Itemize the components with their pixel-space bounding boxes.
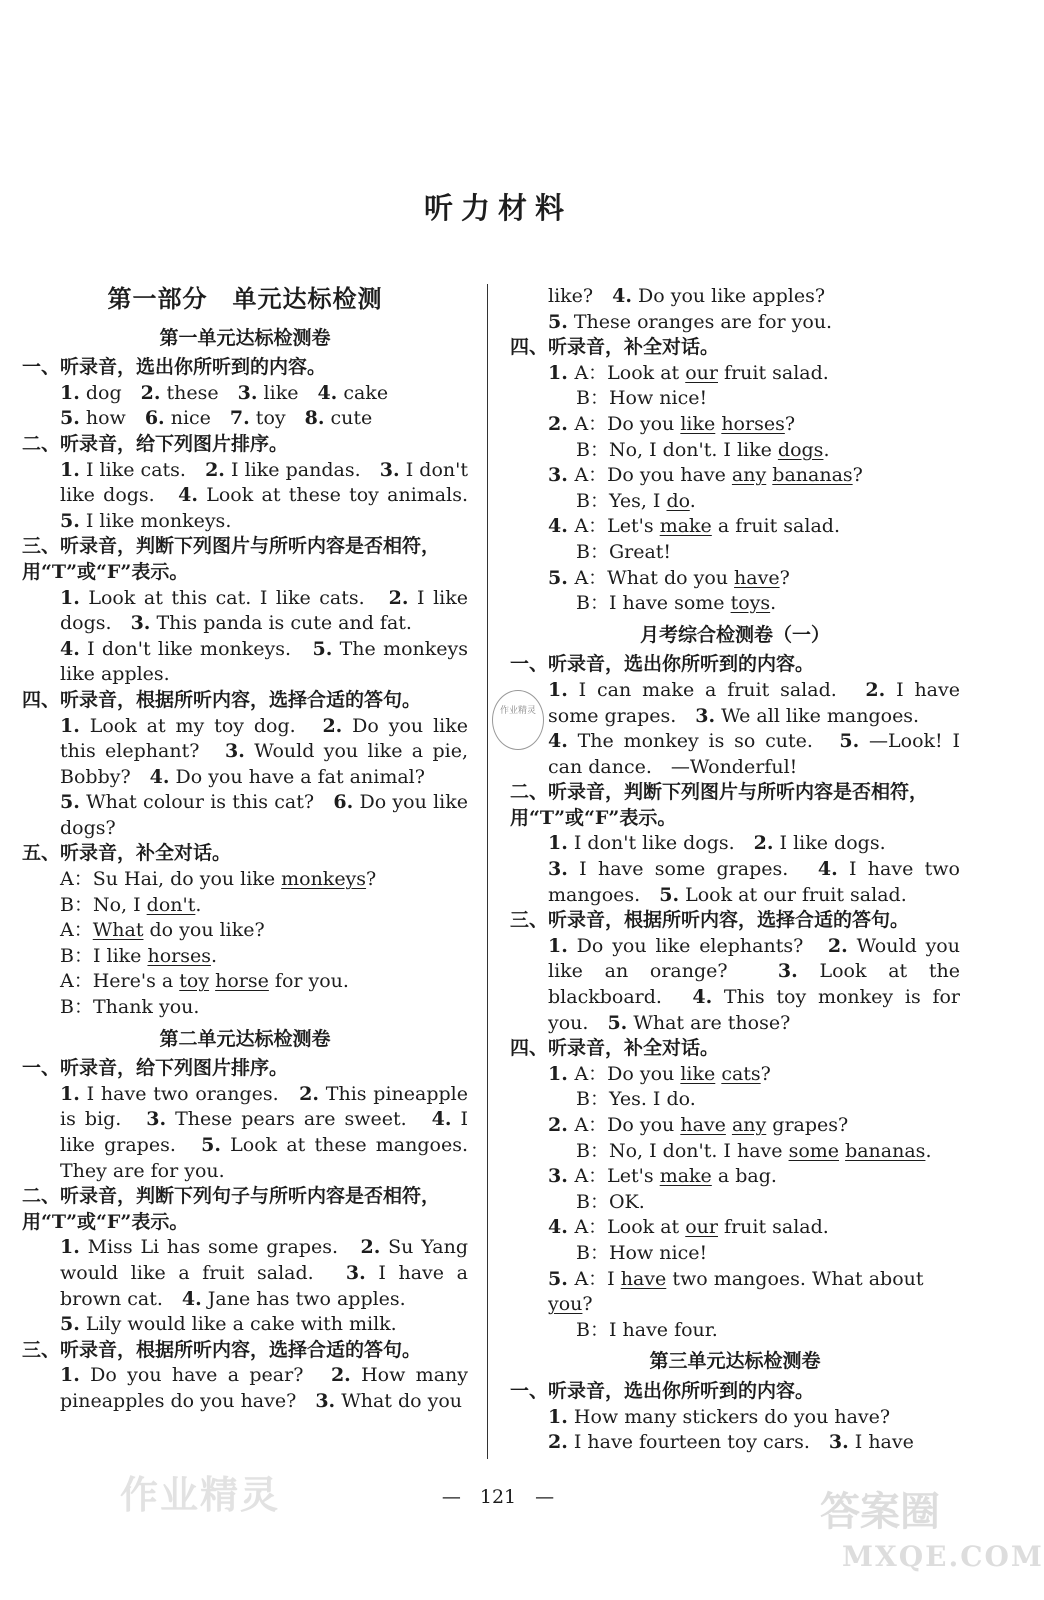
- section-heading: 四、听录音，补全对话。: [510, 1037, 720, 1060]
- dialogue-text: .: [770, 592, 777, 615]
- dialogue-text: A：Su Hai, do you like: [60, 868, 282, 891]
- item-number: 5.: [548, 566, 575, 589]
- item-text: Would you like a pie, Bobby?: [60, 740, 468, 788]
- item-text: Look at these toy animals.: [197, 484, 487, 507]
- item-number: 5.: [60, 1313, 80, 1336]
- item-number: 3.: [130, 612, 151, 635]
- answer-word: any: [731, 1114, 767, 1136]
- section-heading: 一、听录音，给下列图片排序。: [22, 1057, 289, 1080]
- answer-word: have: [734, 566, 780, 589]
- unit-title: 月考综合检测卷（一）: [639, 623, 830, 646]
- answer-word: horses: [147, 944, 211, 967]
- item-text: Look at these mangoes. They are for you.: [60, 1134, 468, 1182]
- dialogue-line: [60, 995, 468, 1021]
- dialogue-line: [510, 438, 960, 464]
- item-text: Lily would like a cake with milk.: [79, 1313, 397, 1336]
- answer-word: any: [731, 464, 767, 487]
- item-text: Su Yang would like a fruit salad.: [60, 1236, 468, 1284]
- dialogue-text: B：No, I: [60, 893, 147, 916]
- dialogue-text: grapes?: [766, 1114, 849, 1136]
- dialogue-text: ?: [779, 566, 790, 589]
- item-number: 3.: [237, 381, 258, 404]
- unit-title: 第一单元达标检测卷: [159, 326, 331, 349]
- item-number: 2.: [548, 412, 575, 435]
- dialogue-text: .: [210, 944, 218, 967]
- item-number: 4.: [612, 285, 632, 307]
- item-line: [22, 406, 468, 432]
- item-number: 3.: [548, 858, 568, 881]
- watermark-logo: 作业精灵: [120, 1472, 281, 1517]
- item-text: These oranges are for you.: [567, 310, 833, 333]
- dialogue-text: A：Let's: [574, 1165, 660, 1188]
- item-text: We all like mangoes.: [715, 704, 920, 727]
- item-number: 2.: [299, 1082, 319, 1105]
- dialogue-text: B：I have four.: [576, 1318, 718, 1341]
- item-text: I like monkeys.: [79, 509, 232, 532]
- item-text: I like grapes.: [60, 1108, 468, 1156]
- item-number: 3.: [315, 1389, 336, 1412]
- item-text: This panda is cute and fat.: [150, 612, 412, 635]
- item-number: 5.: [60, 509, 80, 532]
- dialogue-text: A：Let's: [574, 515, 660, 538]
- item-text: —Look! I can dance. —Wonderful!: [548, 730, 960, 778]
- item-number: 3.: [146, 1108, 167, 1131]
- dialogue-line: [510, 1087, 960, 1113]
- item-number: 1.: [548, 1062, 575, 1085]
- answer-word: toy: [179, 970, 210, 993]
- item-text: I don't like dogs.: [60, 458, 469, 507]
- dialogue-text: ?: [582, 1293, 593, 1316]
- item-text: I like cats.: [79, 458, 206, 481]
- item-line: [22, 381, 468, 407]
- item-text: Look at this cat. I like cats.: [79, 586, 389, 609]
- item-paragraph: [22, 1235, 468, 1312]
- column-divider: [487, 284, 488, 1459]
- item-text: like: [257, 381, 318, 404]
- item-number: 5.: [548, 310, 568, 333]
- dialogue-text: ?: [852, 464, 863, 487]
- dialogue-text: .: [689, 489, 696, 512]
- item-number: 5.: [312, 637, 333, 660]
- answer-word: What: [92, 919, 144, 942]
- item-number: 1.: [60, 586, 80, 609]
- watermark-url: MXQE.COM: [842, 1540, 1044, 1573]
- item-paragraph: [510, 831, 960, 857]
- item-number: 5.: [60, 407, 80, 430]
- answer-word: horses: [721, 412, 785, 435]
- answer-word: dogs: [777, 438, 824, 461]
- item-number: 2.: [548, 1431, 568, 1454]
- left-column: [22, 284, 487, 1415]
- item-text: I like dogs.: [60, 586, 468, 635]
- item-number: 2.: [330, 1364, 351, 1387]
- dialogue-line: [510, 566, 960, 592]
- item-number: 8.: [304, 407, 325, 430]
- item-number: 1.: [60, 1364, 80, 1387]
- item-text: How many pineapples do you have?: [60, 1364, 468, 1412]
- dialogue-line: [60, 969, 468, 995]
- item-text: I like pandas.: [224, 458, 380, 481]
- item-paragraph: [22, 637, 468, 688]
- item-text: dog: [79, 381, 141, 404]
- dialogue-line: [60, 918, 468, 944]
- item-text: What are those?: [627, 1011, 791, 1034]
- item-paragraph: [22, 586, 468, 637]
- dialogue-text: B：No, I don't. I like: [576, 438, 778, 461]
- item-text: I like dogs.: [773, 832, 886, 855]
- section-heading: 五、听录音，补全对话。: [22, 842, 232, 865]
- dialogue-line: [510, 463, 960, 489]
- item-number: 6.: [333, 791, 354, 814]
- item-text: Do you have a pear?: [79, 1364, 331, 1387]
- item-number: 6.: [144, 407, 165, 430]
- dialogue-text: B：Thank you.: [60, 996, 200, 1019]
- item-text: Look at my toy dog.: [79, 714, 323, 737]
- dialogue-line: [510, 1267, 960, 1318]
- dialogue-line: [510, 489, 960, 515]
- answer-word: like: [680, 1062, 716, 1085]
- dialogue-text: for you.: [268, 970, 349, 993]
- answer-word: make: [659, 515, 712, 538]
- item-text: I can make a fruit salad.: [567, 678, 866, 701]
- dialogue-text: fruit salad.: [718, 1216, 829, 1239]
- dialogue-line: [510, 540, 960, 566]
- dialogue-text: A：I: [574, 1267, 621, 1290]
- item-text: I have some grapes.: [548, 678, 960, 727]
- item-number: 4.: [178, 484, 198, 507]
- section-heading: 二、听录音，判断下列图片与所听内容是否相符，用“T”或“F”表示。: [510, 781, 929, 829]
- item-number: 5.: [60, 791, 80, 814]
- item-number: 1.: [548, 678, 568, 701]
- section-heading: 三、听录音，根据所听内容，选择合适的答句。: [22, 1338, 422, 1361]
- dialogue-line: [510, 1318, 960, 1344]
- section-heading: 四、听录音，根据所听内容，选择合适的答句。: [22, 688, 422, 711]
- dialogue-line: [60, 944, 468, 970]
- item-number: 4.: [181, 1287, 202, 1310]
- item-number: 2.: [827, 934, 848, 957]
- item-text: The monkey is so cute.: [567, 730, 840, 753]
- answer-word: monkeys: [281, 868, 367, 891]
- part-title: 第一部分 单元达标检测: [107, 284, 383, 313]
- item-number: 7.: [229, 407, 250, 430]
- dialogue-line: [510, 1139, 960, 1165]
- item-text: I don't like monkeys.: [79, 637, 313, 660]
- section-heading: 三、听录音，判断下列图片与所听内容是否相符，用“T”或“F”表示。: [22, 535, 441, 583]
- item-text: This toy monkey is for you.: [548, 986, 960, 1034]
- dialogue-text: B：How nice!: [576, 1241, 708, 1264]
- item-paragraph: [510, 729, 960, 780]
- answer-word: make: [659, 1165, 712, 1188]
- dialogue-line: [510, 1164, 960, 1190]
- item-number: 4.: [548, 1216, 575, 1239]
- answer-word: do: [666, 489, 690, 512]
- item-text: I have two mangoes.: [548, 858, 960, 906]
- item-text: Would you like an orange?: [548, 934, 960, 983]
- dialogue-text: B：Yes. I do.: [576, 1088, 696, 1111]
- item-number: 5.: [659, 883, 680, 906]
- dialogue-text: do you like?: [143, 919, 265, 942]
- item-text: These pears are sweet.: [166, 1108, 432, 1131]
- dialogue-text: ?: [784, 412, 796, 435]
- item-paragraph: [22, 790, 468, 841]
- section-heading: 一、听录音，选出你所听到的内容。: [510, 653, 815, 676]
- item-paragraph: [510, 284, 960, 310]
- section-heading: 三、听录音，根据所听内容，选择合适的答句。: [510, 909, 910, 932]
- item-text: Miss Li has some grapes.: [79, 1236, 361, 1259]
- dialogue: [22, 867, 468, 1021]
- dialogue-text: A：Look at: [574, 1216, 686, 1239]
- answer-word: don't: [146, 893, 196, 916]
- unit-title: 第三单元达标检测卷: [649, 1350, 821, 1373]
- item-text: I have: [848, 1431, 914, 1454]
- dialogue-text: ?: [760, 1062, 771, 1085]
- dialogue-line: [510, 1062, 960, 1088]
- item-number: 5.: [607, 1011, 628, 1034]
- dialogue-line: [510, 1241, 960, 1267]
- item-text: The monkeys like apples.: [60, 637, 468, 686]
- item-text: like?: [548, 285, 613, 307]
- dialogue-line: [60, 893, 468, 919]
- section-heading: 二、听录音，判断下列句子与所听内容是否相符，用“T”或“F”表示。: [22, 1185, 441, 1233]
- item-paragraph: [22, 1312, 468, 1338]
- dialogue-line: [510, 1215, 960, 1241]
- item-number: 1.: [548, 361, 575, 384]
- answer-word: bananas: [845, 1139, 926, 1162]
- item-text: I have some grapes.: [567, 858, 818, 881]
- item-number: 3.: [345, 1261, 366, 1284]
- item-paragraph: [510, 857, 960, 908]
- item-paragraph: [22, 1363, 468, 1414]
- item-number: 2.: [360, 1236, 381, 1259]
- item-number: 4.: [817, 858, 838, 881]
- dialogue: [510, 1062, 960, 1344]
- page-title: 听力材料: [423, 191, 572, 225]
- dialogue-text: two mangoes. What about: [666, 1267, 924, 1290]
- dialogue-text: A：Do you have: [574, 464, 732, 487]
- dialogue-text: A：What do you: [574, 566, 735, 589]
- dialogue-line: [510, 1113, 960, 1139]
- answer-word: have: [680, 1114, 726, 1136]
- item-text: cake: [337, 381, 389, 404]
- dialogue-text: B：Yes, I: [576, 489, 667, 512]
- dialogue-text: a fruit salad.: [711, 515, 840, 538]
- item-number: 4.: [548, 515, 575, 538]
- section-heading: 二、听录音，给下列图片排序。: [22, 432, 289, 455]
- item-number: 2.: [205, 458, 225, 481]
- item-text: How many stickers do you have?: [567, 1405, 891, 1428]
- item-number: 2.: [140, 381, 161, 404]
- section-heading: 四、听录音，补全对话。: [510, 336, 720, 359]
- item-number: 2.: [548, 1114, 575, 1136]
- dialogue: [510, 361, 960, 617]
- item-text: Do you have a fat animal?: [169, 765, 425, 788]
- answer-word: you: [548, 1293, 583, 1316]
- item-text: This pineapple is big.: [60, 1082, 469, 1131]
- dialogue-text: A：Do you: [574, 412, 681, 435]
- item-text: I have two oranges.: [79, 1082, 300, 1105]
- dialogue-text: .: [823, 438, 830, 461]
- item-text: Jane has two apples.: [201, 1287, 406, 1310]
- section-heading: 一、听录音，选出你所听到的内容。: [510, 1379, 815, 1402]
- dialogue-text: .: [925, 1139, 932, 1162]
- unit-title: 第二单元达标检测卷: [159, 1027, 331, 1050]
- item-paragraph: [510, 1430, 960, 1456]
- item-number: 1.: [548, 832, 568, 855]
- item-number: 2.: [388, 586, 409, 609]
- item-number: 2.: [753, 832, 774, 855]
- answer-word: some: [788, 1139, 840, 1162]
- item-text: I have a brown cat.: [60, 1261, 468, 1310]
- dialogue-text: B：Great!: [576, 540, 672, 563]
- dialogue-text: .: [195, 893, 202, 916]
- dialogue-text: A：: [60, 919, 93, 942]
- item-number: 1.: [60, 381, 80, 404]
- item-paragraph: [22, 714, 468, 791]
- item-text: What colour is this cat?: [79, 791, 334, 814]
- item-number: 1.: [60, 714, 80, 737]
- item-number: 3.: [379, 458, 400, 481]
- dialogue-line: [510, 361, 960, 387]
- page-number-value: 121: [479, 1486, 517, 1508]
- item-paragraph: [510, 310, 960, 336]
- dialogue-text: A：Look at: [574, 361, 686, 384]
- item-paragraph: [22, 458, 487, 535]
- item-text: nice: [164, 407, 230, 430]
- item-paragraph: [510, 934, 960, 1036]
- item-number: 4.: [692, 986, 713, 1009]
- dialogue-text: ?: [366, 868, 377, 891]
- item-number: 5.: [839, 730, 860, 753]
- item-text: cute: [324, 407, 373, 430]
- dialogue-line: [510, 1190, 960, 1216]
- item-text: these: [160, 381, 238, 404]
- section-heading: 一、听录音，选出你所听到的内容。: [22, 356, 327, 379]
- item-number: 4.: [317, 381, 338, 404]
- item-text: Do you like dogs?: [60, 791, 468, 839]
- answer-word: bananas: [772, 464, 853, 487]
- item-text: Do you like this elephant?: [60, 714, 468, 763]
- answer-word: like: [680, 412, 716, 435]
- item-text: Look at the blackboard.: [548, 960, 960, 1009]
- item-paragraph: [510, 678, 960, 729]
- item-text: What do you: [335, 1389, 463, 1412]
- item-number: 4.: [149, 765, 170, 788]
- item-text: how: [79, 407, 145, 430]
- item-number: 3.: [225, 740, 245, 763]
- item-text: Do you like elephants?: [567, 934, 828, 957]
- right-column: [510, 284, 960, 1456]
- item-paragraph: [510, 1405, 960, 1431]
- item-text: Look at our fruit salad.: [679, 883, 907, 906]
- answer-word: toys: [730, 592, 771, 615]
- dialogue-line: [510, 412, 960, 438]
- dialogue-text: B：OK.: [576, 1190, 645, 1213]
- item-number: 1.: [60, 458, 80, 481]
- answer-word: our: [685, 361, 718, 384]
- item-number: 1.: [60, 1082, 80, 1105]
- item-text: I have fourteen toy cars.: [567, 1431, 829, 1454]
- item-text: I don't like dogs.: [567, 832, 754, 855]
- item-text: toy: [249, 407, 305, 430]
- answer-word: have: [620, 1267, 667, 1290]
- dialogue-text: A：Here's a: [60, 970, 180, 993]
- item-number: 4.: [60, 637, 80, 660]
- dialogue-text: B：I like: [60, 944, 148, 967]
- dialogue-line: [510, 514, 960, 540]
- item-number: 3.: [777, 960, 798, 983]
- dialogue-line: [510, 591, 960, 617]
- watermark-logo-right: 答案圈: [820, 1488, 940, 1535]
- item-number: 3.: [548, 464, 575, 487]
- answer-word: horse: [215, 970, 269, 993]
- dialogue-text: a bag.: [711, 1165, 777, 1188]
- dialogue-line: [60, 867, 468, 893]
- page-number: — 121 —: [441, 1486, 555, 1508]
- answer-word: cats: [721, 1062, 761, 1085]
- dialogue-text: fruit salad.: [718, 361, 829, 384]
- item-number: 1.: [548, 934, 568, 957]
- dialogue-line: [510, 386, 960, 412]
- stamp-seal: 作业精灵: [492, 690, 544, 750]
- item-number: 2.: [322, 714, 343, 737]
- item-number: 5.: [201, 1134, 221, 1156]
- item-number: 1.: [60, 1236, 80, 1259]
- item-number: 2.: [865, 678, 886, 701]
- dialogue-text: A：Do you: [574, 1114, 681, 1136]
- item-number: 4.: [431, 1108, 452, 1131]
- dialogue-text: B：I have some: [576, 592, 731, 615]
- dialogue-text: A：Do you: [574, 1062, 681, 1085]
- answer-word: our: [685, 1216, 718, 1239]
- dialogue-text: B：No, I don't. I have: [576, 1139, 789, 1162]
- item-number: 3.: [828, 1431, 849, 1454]
- item-number: 4.: [548, 730, 568, 753]
- item-paragraph: [22, 1082, 468, 1184]
- item-number: 3.: [548, 1165, 575, 1188]
- item-number: 1.: [548, 1405, 568, 1428]
- dialogue-text: B：How nice!: [576, 387, 708, 410]
- item-number: 3.: [695, 704, 716, 727]
- item-text: Do you like apples?: [631, 285, 826, 307]
- item-number: 5.: [548, 1267, 575, 1290]
